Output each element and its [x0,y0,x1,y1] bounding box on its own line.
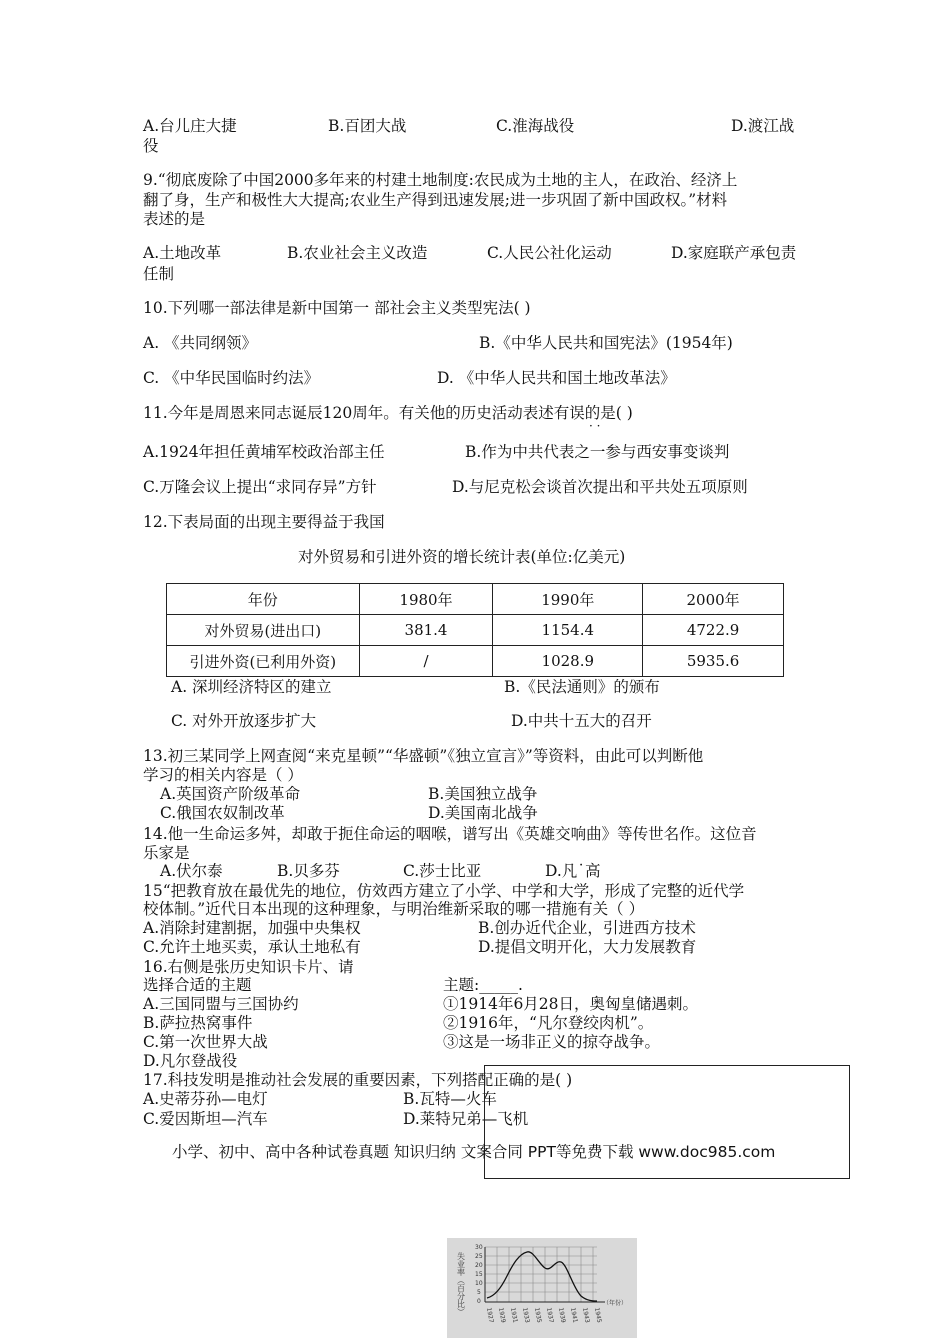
q14-option-b: B.贝多芬 [277,862,340,880]
graph-ytick: 15 [475,1271,483,1278]
q10-option-c: C. 《中华民国临时约法》 [143,369,320,387]
q11-emphasis-dots: · · [589,419,601,433]
q16-card-item-1: ①1914年6月28日，奥匈皇储遇刺。 [443,995,699,1013]
q12-option-c: C. 对外开放逐步扩大 [171,712,317,730]
q9-option-b: B.农业社会主义改造 [287,244,428,262]
q13-option-c: C.俄国农奴制改革 [160,804,285,822]
graph-xtick: 1927 [485,1307,495,1324]
graph-ytick: 25 [475,1253,483,1260]
q9-stem-line1: 9.“彻底废除了中国2000多年来的村建土地制度:农民成为土地的主人，在政治、经济上 [143,171,738,189]
q8-option-b: B.百团大战 [328,117,407,135]
table-header-cell: 年份 [167,584,360,615]
q15-stem-line1: 15“把教育放在最优先的地位，仿效西方建立了小学、中学和大学，形成了完整的近代学 [143,882,745,900]
graph-xtick: 1929 [497,1307,507,1324]
graph-xtick: 1933 [521,1307,531,1324]
q17-option-d: D.莱特兄弟—飞机 [403,1110,529,1128]
q11-option-b: B.作为中共代表之一参与西安事变谈判 [465,443,730,461]
graph-xtick: 1943 [581,1307,591,1324]
q10-option-a: A. 《共同纲领》 [143,334,258,352]
q9-option-d: D.家庭联产承包责 [671,244,797,262]
graph-xtick: 1937 [545,1307,555,1324]
graph-ytick: 5 [477,1289,481,1296]
q10-option-d: D. 《中华人民共和国土地改革法》 [437,369,676,387]
q16-card-item-2: ②1916年，“凡尔登绞肉机”。 [443,1014,654,1032]
q13-stem-line2: 学习的相关内容是（ ） [143,766,303,784]
table-header-cell: 1990年 [493,584,643,615]
q16-card-topic: 主题:_____. [443,976,523,994]
q16-card-item-3: ③这是一场非正义的掠夺战争。 [443,1033,661,1051]
q9-stem-line2: 翻了身，生产和极性大大提高;农业生产得到迅速发展;进一步巩固了新中国政权。”材料 [143,191,728,209]
q12-option-b: B.《民法通则》的颁布 [504,678,660,696]
q16-option-c: C.第一次世界大战 [143,1033,268,1051]
q14-option-d: D.凡˙高 [545,862,601,880]
graph-ytick: 0 [477,1298,481,1305]
table-row [167,646,784,677]
q9-stem-line3: 表述的是 [143,210,206,228]
unemployment-graph-image [447,1238,637,1338]
q13-option-a: A.英国资产阶级革命 [160,785,301,803]
q15-stem-line2: 校体制。”近代日本出现的这种理象，与明治维新采取的哪一措施有关（ ） [143,900,645,918]
table-header-row [167,584,784,615]
table-cell: 4722.9 [643,615,784,646]
table-header-cell: 1980年 [359,584,493,615]
q16-option-d: D.凡尔登战役 [143,1052,238,1070]
q13-option-d: D.美国南北战争 [428,804,538,822]
table-cell: 引进外资(已利用外资) [167,646,360,677]
graph-ytick: 20 [475,1262,483,1269]
q16-option-b: B.萨拉热窝事件 [143,1014,253,1032]
graph-xtick: 1945 [593,1307,603,1324]
q8-option-d: D.渡江战 [731,117,795,135]
q8-option-c: C.淮海战役 [496,117,575,135]
table-cell: 1154.4 [493,615,643,646]
graph-xtick: 1935 [533,1307,543,1324]
table-cell: 1028.9 [493,646,643,677]
q15-option-a: A.消除封建割据，加强中央集权 [143,919,361,937]
table-cell: / [359,646,493,677]
q17-option-b: B.瓦特—火车 [403,1090,497,1108]
q8-option-d-wrap: 役 [143,137,159,155]
q12-option-d: D.中共十五大的召开 [511,712,652,730]
graph-xtick: 1931 [509,1307,519,1324]
q9-option-a: A.土地改革 [143,244,222,262]
q11-stem: 11.今年是周恩来同志诞辰120周年。有关他的历史活动表述有误的是( ) [143,404,633,422]
q16-option-a: A.三国同盟与三国协约 [143,995,299,1013]
q14-stem-line2: 乐家是 [143,844,190,862]
footer-promo-text: 小学、初中、高中各种试卷真题 知识归纳 文案合同 PPT等免费下载 www.doc985.com [172,1143,776,1161]
table-cell: 381.4 [359,615,493,646]
q13-option-b: B.美国独立战争 [428,785,538,803]
q17-option-c: C.爱因斯坦—汽车 [143,1110,268,1128]
table-cell: 5935.6 [643,646,784,677]
table-header-cell: 2000年 [643,584,784,615]
q11-option-c: C.万隆会议上提出“求同存异”方针 [143,478,377,496]
q14-stem-line1: 14.他一生命运多舛，却敢于扼住命运的咽喉，谱写出《英雄交响曲》等传世名作。这位音 [143,825,757,843]
q15-option-c: C.允许土地买卖，承认土地私有 [143,938,361,956]
q11-option-a: A.1924年担任黄埔军校政治部主任 [143,443,385,461]
q17-stem: 17.科技发明是推动社会发展的重要因素，下列搭配正确的是( ) [143,1071,573,1089]
table-cell: 对外贸易(进出口) [167,615,360,646]
q14-option-c: C.莎士比亚 [403,862,482,880]
q10-stem: 10.下列哪一部法律是新中国第一 部社会主义类型宪法( ) [143,299,531,317]
table-row [167,615,784,646]
q15-option-b: B.创办近代企业，引进西方技术 [478,919,696,937]
q12-table-title: 对外贸易和引进外资的增长统计表(单位:亿美元) [298,548,626,566]
q8-option-a: A.台儿庄大捷 [143,117,237,135]
graph-ytick: 10 [475,1280,483,1287]
q9-option-c: C.人民公社化运动 [487,244,612,262]
unemployment-graph-svg [447,1238,637,1338]
q10-option-b: B.《中华人民共和国宪法》(1954年) [479,334,733,352]
graph-xtick: 1941 [569,1307,579,1324]
graph-ylabel: 失业率（百分比） [456,1252,466,1316]
q16-stem-line1: 16.右侧是张历史知识卡片、请 [143,958,354,976]
q11-option-d: D.与尼克松会谈首次提出和平共处五项原则 [452,478,748,496]
graph-xlabel: （年份） [603,1300,628,1307]
q17-option-a: A.史蒂芬孙—电灯 [143,1090,268,1108]
trade-statistics-table [166,583,784,677]
q12-stem: 12.下表局面的出现主要得益于我国 [143,513,385,531]
q9-option-d-wrap: 任制 [143,265,175,283]
graph-ytick: 30 [475,1244,483,1251]
q14-option-a: A.伏尔泰 [160,862,223,880]
q16-stem-line2: 选择合适的主题 [143,976,252,994]
graph-xtick: 1939 [557,1307,567,1324]
q12-option-a: A. 深圳经济特区的建立 [171,678,332,696]
q15-option-d: D.提倡文明开化，大力发展教育 [478,938,697,956]
q13-stem-line1: 13.初三某同学上网查阅“来克星顿”“华盛顿”《独立宣言》”等资料，由此可以判断他 [143,747,704,765]
